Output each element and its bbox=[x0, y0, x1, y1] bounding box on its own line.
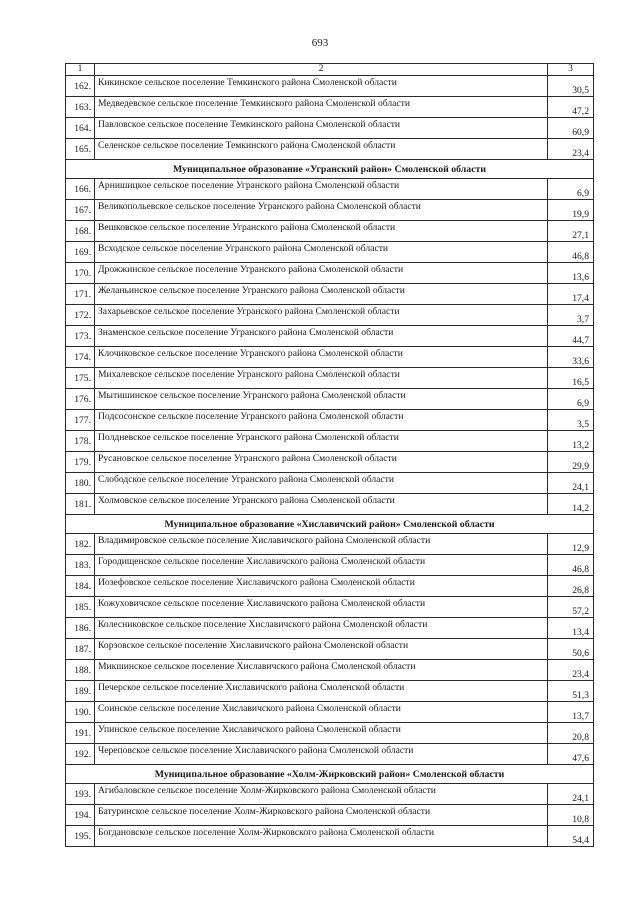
settlement-name: Колесниковское сельское поселение Хиславичского района Смоленской области bbox=[95, 618, 548, 639]
table-row bbox=[66, 326, 594, 347]
settlement-name: Городищенское сельское поселение Хиславичского района Смоленской области bbox=[95, 555, 548, 576]
row-value: 47,2 bbox=[548, 97, 594, 118]
row-number: 165. bbox=[66, 139, 95, 160]
settlement-name: Всходское сельское поселение Угранского района Смоленской области bbox=[95, 242, 548, 263]
column-header-3: 3 bbox=[548, 64, 594, 76]
settlement-name: Батуринское сельское поселение Холм-Жирковского района Смоленской области bbox=[95, 805, 548, 826]
table-row bbox=[66, 263, 594, 284]
settlement-name: Полдневское сельское поселение Угранского района Смоленской области bbox=[95, 431, 548, 452]
row-value: 54,4 bbox=[548, 826, 594, 847]
row-value: 14,2 bbox=[548, 494, 594, 515]
settlement-name: Желаньинское сельское поселение Угранского района Смоленской области bbox=[95, 284, 548, 305]
row-number: 186. bbox=[66, 618, 95, 639]
settlement-name: Селенское сельское поселение Темкинского района Смоленской области bbox=[95, 139, 548, 160]
row-value: 26,8 bbox=[548, 576, 594, 597]
row-value: 46,8 bbox=[548, 555, 594, 576]
row-value: 50,6 bbox=[548, 639, 594, 660]
section-title: Муниципальное образование «Хиславичский район» Смоленской области bbox=[66, 515, 594, 534]
row-value: 16,5 bbox=[548, 368, 594, 389]
table-row bbox=[66, 597, 594, 618]
row-number: 179. bbox=[66, 452, 95, 473]
settlements-table bbox=[65, 63, 594, 847]
section-header-row bbox=[66, 160, 594, 179]
row-value: 13,7 bbox=[548, 702, 594, 723]
row-value: 13,2 bbox=[548, 431, 594, 452]
row-value: 47,6 bbox=[548, 744, 594, 765]
settlement-name: Микшинское сельское поселение Хиславичского района Смоленской области bbox=[95, 660, 548, 681]
settlement-name: Иозефовское сельское поселение Хиславичского района Смоленской области bbox=[95, 576, 548, 597]
table-body bbox=[66, 64, 594, 847]
row-value: 6,9 bbox=[548, 179, 594, 200]
row-number: 169. bbox=[66, 242, 95, 263]
table-row bbox=[66, 473, 594, 494]
row-number: 183. bbox=[66, 555, 95, 576]
row-value: 24,1 bbox=[548, 473, 594, 494]
row-value: 13,4 bbox=[548, 618, 594, 639]
row-value: 33,6 bbox=[548, 347, 594, 368]
table-header-row bbox=[66, 64, 594, 76]
table-row bbox=[66, 139, 594, 160]
settlement-name: Кожуховичское сельское поселение Хиславичского района Смоленской области bbox=[95, 597, 548, 618]
settlement-name: Русановское сельское поселение Угранского района Смоленской области bbox=[95, 452, 548, 473]
table-row bbox=[66, 555, 594, 576]
table-row bbox=[66, 431, 594, 452]
table-row bbox=[66, 221, 594, 242]
row-value: 19,9 bbox=[548, 200, 594, 221]
row-number: 170. bbox=[66, 263, 95, 284]
table-row bbox=[66, 618, 594, 639]
row-number: 188. bbox=[66, 660, 95, 681]
settlement-name: Богдановское сельское поселение Холм-Жирковского района Смоленской области bbox=[95, 826, 548, 847]
settlement-name: Череповское сельское поселение Хиславичского района Смоленской области bbox=[95, 744, 548, 765]
row-number: 177. bbox=[66, 410, 95, 431]
table-row bbox=[66, 639, 594, 660]
row-number: 182. bbox=[66, 534, 95, 555]
row-number: 174. bbox=[66, 347, 95, 368]
settlement-name: Клочиковское сельское поселение Угранского района Смоленской области bbox=[95, 347, 548, 368]
row-number: 180. bbox=[66, 473, 95, 494]
row-value: 3,5 bbox=[548, 410, 594, 431]
settlement-name: Мытишинское сельское поселение Угранского района Смоленской области bbox=[95, 389, 548, 410]
row-number: 175. bbox=[66, 368, 95, 389]
settlement-name: Соинское сельское поселение Хиславичского района Смоленской области bbox=[95, 702, 548, 723]
row-number: 178. bbox=[66, 431, 95, 452]
column-header-1: 1 bbox=[66, 64, 95, 76]
section-header-row bbox=[66, 515, 594, 534]
row-value: 20,8 bbox=[548, 723, 594, 744]
table-row bbox=[66, 681, 594, 702]
table-row bbox=[66, 723, 594, 744]
table-row bbox=[66, 389, 594, 410]
table-row bbox=[66, 534, 594, 555]
settlement-name: Кикинское сельское поселение Темкинского района Смоленской области bbox=[95, 76, 548, 97]
row-value: 27,1 bbox=[548, 221, 594, 242]
section-title: Муниципальное образование «Холм-Жирковский район» Смоленской области bbox=[66, 765, 594, 784]
row-value: 6,9 bbox=[548, 389, 594, 410]
settlement-name: Слободское сельское поселение Угранского района Смоленской области bbox=[95, 473, 548, 494]
settlement-name: Печерское сельское поселение Хиславичского района Смоленской области bbox=[95, 681, 548, 702]
row-number: 192. bbox=[66, 744, 95, 765]
table-row bbox=[66, 347, 594, 368]
row-value: 46,8 bbox=[548, 242, 594, 263]
row-number: 181. bbox=[66, 494, 95, 515]
settlement-name: Корзовское сельское поселение Хиславичского района Смоленской области bbox=[95, 639, 548, 660]
settlement-name: Дрожжинское сельское поселение Угранского района Смоленской области bbox=[95, 263, 548, 284]
table-row bbox=[66, 97, 594, 118]
table-row bbox=[66, 826, 594, 847]
row-value: 29,9 bbox=[548, 452, 594, 473]
row-value: 30,5 bbox=[548, 76, 594, 97]
row-number: 194. bbox=[66, 805, 95, 826]
row-number: 193. bbox=[66, 784, 95, 805]
table-row bbox=[66, 305, 594, 326]
row-number: 172. bbox=[66, 305, 95, 326]
row-number: 163. bbox=[66, 97, 95, 118]
row-number: 185. bbox=[66, 597, 95, 618]
settlement-name: Владимировское сельское поселение Хиславичского района Смоленской области bbox=[95, 534, 548, 555]
row-value: 57,2 bbox=[548, 597, 594, 618]
settlement-name: Холмовское сельское поселение Угранского района Смоленской области bbox=[95, 494, 548, 515]
row-number: 195. bbox=[66, 826, 95, 847]
row-number: 168. bbox=[66, 221, 95, 242]
settlement-name: Михалевское сельское поселение Угранского района Смоленской области bbox=[95, 368, 548, 389]
table-row bbox=[66, 410, 594, 431]
settlement-name: Великопольевское сельское поселение Угранского района Смоленской области bbox=[95, 200, 548, 221]
table-row bbox=[66, 784, 594, 805]
column-header-2: 2 bbox=[95, 64, 548, 76]
row-value: 12,9 bbox=[548, 534, 594, 555]
table-row bbox=[66, 494, 594, 515]
section-title: Муниципальное образование «Угранский район» Смоленской области bbox=[66, 160, 594, 179]
row-value: 17,4 bbox=[548, 284, 594, 305]
row-value: 44,7 bbox=[548, 326, 594, 347]
table-row bbox=[66, 242, 594, 263]
settlement-name: Агибаловское сельское поселение Холм-Жирковского района Смоленской области bbox=[95, 784, 548, 805]
table-row bbox=[66, 805, 594, 826]
table-row bbox=[66, 660, 594, 681]
row-number: 173. bbox=[66, 326, 95, 347]
settlement-name: Вешковское сельское поселение Угранского района Смоленской области bbox=[95, 221, 548, 242]
row-number: 191. bbox=[66, 723, 95, 744]
table-row bbox=[66, 284, 594, 305]
row-number: 171. bbox=[66, 284, 95, 305]
row-number: 190. bbox=[66, 702, 95, 723]
row-number: 187. bbox=[66, 639, 95, 660]
page-number: 693 bbox=[311, 37, 329, 49]
settlement-name: Подсосонское сельское поселение Угранского района Смоленской области bbox=[95, 410, 548, 431]
table-row bbox=[66, 200, 594, 221]
table-row bbox=[66, 368, 594, 389]
row-value: 10,8 bbox=[548, 805, 594, 826]
row-number: 176. bbox=[66, 389, 95, 410]
row-value: 13,6 bbox=[548, 263, 594, 284]
settlement-name: Арнишицкое сельское поселение Угранского района Смоленской области bbox=[95, 179, 548, 200]
settlement-name: Упинское сельское поселение Хиславичского района Смоленской области bbox=[95, 723, 548, 744]
row-value: 23,4 bbox=[548, 660, 594, 681]
row-value: 51,3 bbox=[548, 681, 594, 702]
row-number: 166. bbox=[66, 179, 95, 200]
row-number: 184. bbox=[66, 576, 95, 597]
table-row bbox=[66, 576, 594, 597]
table-row bbox=[66, 76, 594, 97]
row-value: 60,9 bbox=[548, 118, 594, 139]
settlement-name: Захарьевское сельское поселение Угранского района Смоленской области bbox=[95, 305, 548, 326]
row-value: 24,1 bbox=[548, 784, 594, 805]
row-number: 162. bbox=[66, 76, 95, 97]
table-row bbox=[66, 702, 594, 723]
row-value: 3,7 bbox=[548, 305, 594, 326]
table-row bbox=[66, 744, 594, 765]
table-row bbox=[66, 179, 594, 200]
section-header-row bbox=[66, 765, 594, 784]
table-row bbox=[66, 118, 594, 139]
table-row bbox=[66, 452, 594, 473]
settlement-name: Медведевское сельское поселение Темкинского района Смоленской области bbox=[95, 97, 548, 118]
row-value: 23,4 bbox=[548, 139, 594, 160]
row-number: 164. bbox=[66, 118, 95, 139]
row-number: 167. bbox=[66, 200, 95, 221]
settlement-name: Знаменское сельское поселение Угранского района Смоленской области bbox=[95, 326, 548, 347]
row-number: 189. bbox=[66, 681, 95, 702]
settlement-name: Павловское сельское поселение Темкинского района Смоленской области bbox=[95, 118, 548, 139]
